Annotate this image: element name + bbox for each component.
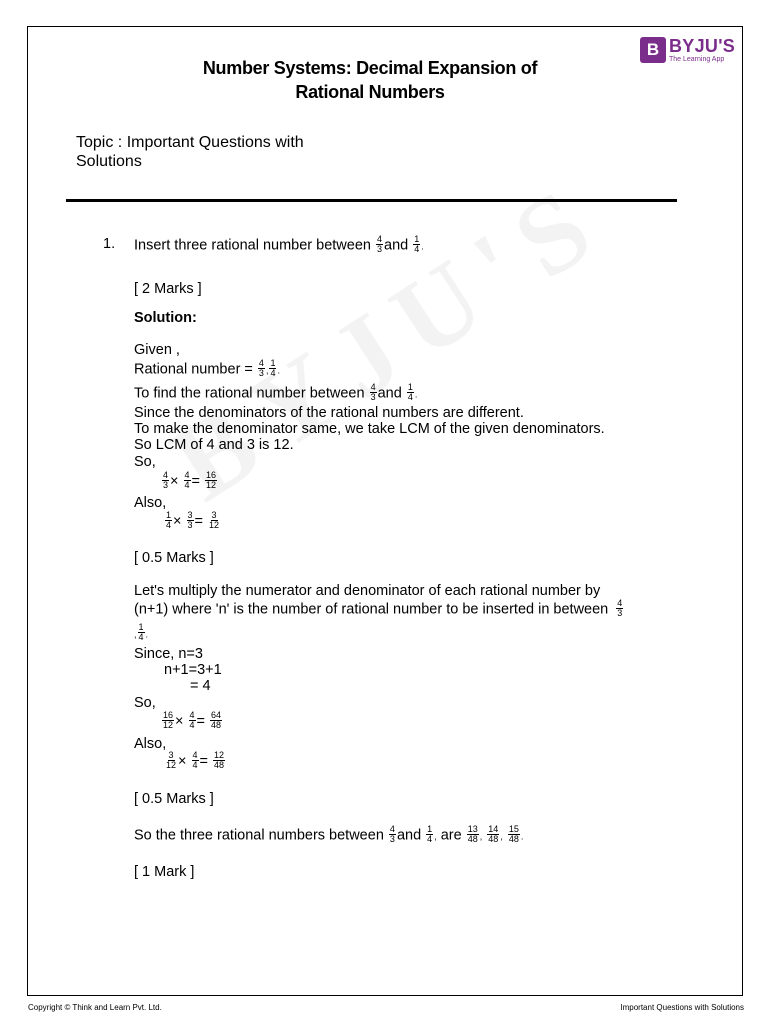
solution-to-find: To find the rational number between $\frac{4}{3}$ and $\frac{1}{4}$ .	[134, 382, 418, 402]
solution-heading: Solution:	[134, 310, 197, 326]
calc-1: $\frac{4}{3}$ × $\frac{4}{4}$ = $\frac{16}{12}$	[163, 470, 217, 490]
solution-multiply-1: Let's multiply the numerator and denominator of each rational number by	[134, 583, 601, 599]
solution-so-2: So,	[134, 695, 156, 711]
divider	[66, 199, 677, 202]
logo-name: BYJU'S	[669, 36, 736, 56]
solution-also-2: Also,	[134, 736, 167, 752]
question-number: 1.	[103, 236, 116, 252]
page-title: Number Systems: Decimal Expansion of Rational Numbers	[202, 58, 538, 102]
question-text: Insert three rational number between $\frac{4}{3}$ and $\frac{1}{4}$ .	[134, 234, 424, 254]
solution-n-plus: n+1=3+1	[164, 662, 222, 678]
footer-copyright: Copyright © Think and Learn Pvt. Ltd.	[28, 1003, 162, 1012]
topic: Topic : Important Questions with Solutions	[76, 134, 304, 170]
solution-so-1: So,	[134, 454, 156, 470]
byjus-logo	[640, 36, 735, 64]
calc-2: $\frac{1}{4}$ × $\frac{3}{3}$ = $\frac{3}{12}$	[166, 510, 220, 530]
solution-multiply-2: (n+1) where 'n' is the number of rational number to be inserted in between $\frac{4}{3}$	[134, 598, 623, 618]
marks-label: [ 0.5 Marks ]	[134, 791, 214, 807]
marks-label: [ 2 Marks ]	[134, 281, 202, 297]
solution-conclusion: So the three rational numbers between $\frac{4}{3}$ and $\frac{1}{4}$ , are $\frac{13}{48}$ , $\frac{14}{48}$ , $\frac{15}{48}$ .	[134, 824, 524, 844]
solution-multiply-3: , $\frac{1}{4}$ .	[134, 622, 149, 642]
calc-4: $\frac{3}{12}$ × $\frac{4}{4}$ = $\frac{12}{48}$	[166, 750, 225, 770]
solution-lcm: So LCM of 4 and 3 is 12.	[134, 437, 294, 453]
calc-3: $\frac{16}{12}$ × $\frac{4}{4}$ = $\frac{64}{48}$	[163, 710, 222, 730]
marks-label: [ 1 Mark ]	[134, 864, 195, 880]
solution-to-make: To make the denominator same, we take LCM of the given denominators.	[134, 421, 605, 437]
logo-tagline: The Learning App	[669, 56, 725, 63]
solution-since-denoms: Since the denominators of the rational numbers are different.	[134, 405, 524, 421]
solution-eq4: = 4	[190, 678, 211, 694]
solution-also-1: Also,	[134, 495, 167, 511]
solution-rational: Rational number = $\frac{4}{3}$ , $\frac{1}{4}$ .	[134, 358, 280, 378]
logo-mark-icon: B	[640, 37, 666, 63]
solution-since-n: Since, n=3	[134, 646, 203, 662]
footer-title: Important Questions with Solutions	[620, 1003, 744, 1012]
marks-label: [ 0.5 Marks ]	[134, 550, 214, 566]
solution-given: Given ,	[134, 342, 180, 358]
